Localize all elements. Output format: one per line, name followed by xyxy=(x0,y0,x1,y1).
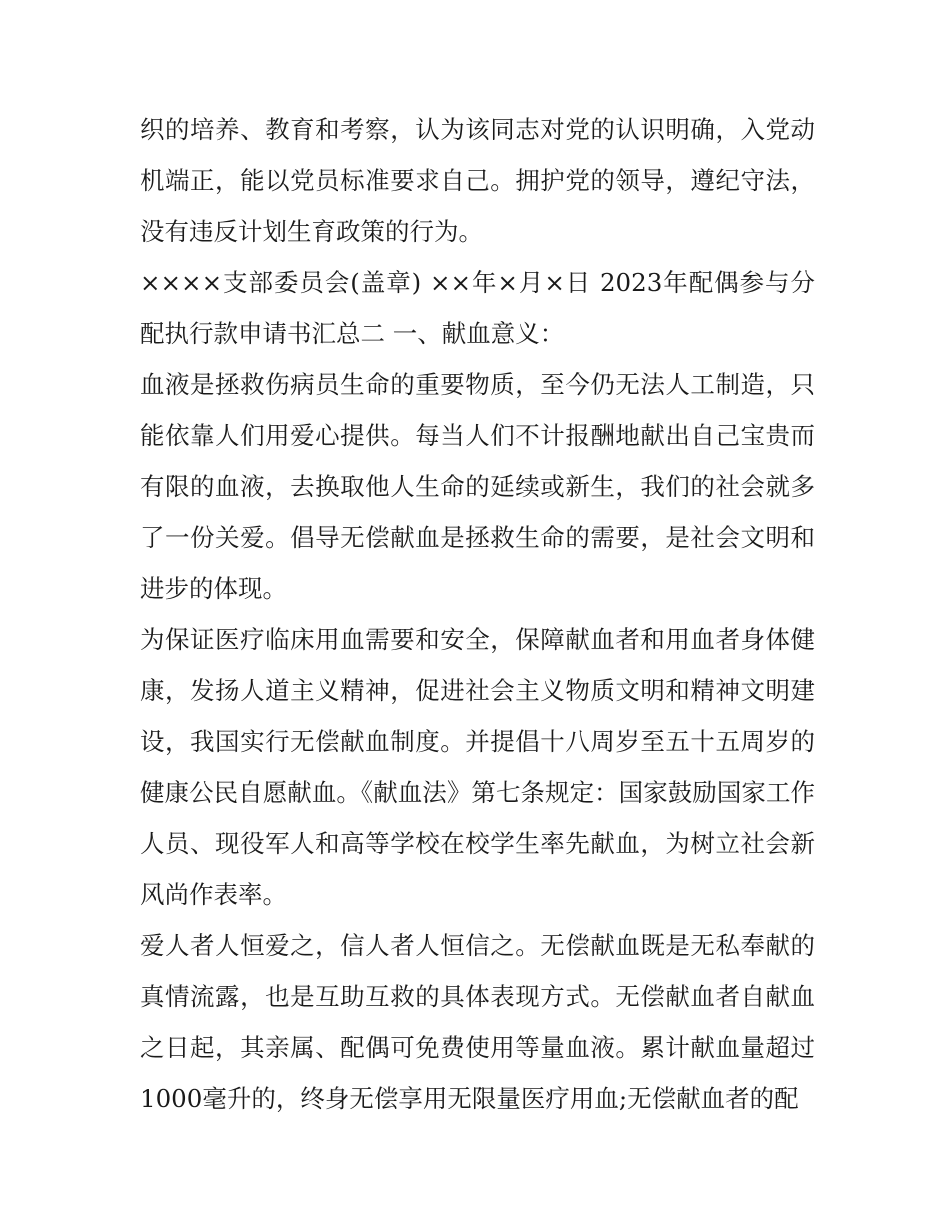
paragraph-committee-seal: ××××支部委员会(盖章) ××年×月×日 2023年配偶参与分配执行款申请书汇总二 一、献血意义： xyxy=(140,268,815,348)
document-body xyxy=(140,104,815,1124)
paragraph-blood-system: 为保证医疗临床用血需要和安全，保障献血者和用血者身体健康，发扬人道主义精神，促进社会主义物质文明和精神文明建设，我国实行无偿献血制度。并提倡十八周岁至五十五周岁的健康公民自愿献血。《献血法》第七条规定：国家鼓励国家工作人员、现役军人和高等学校在校学生率先献血，为树立社会新风尚作表率。 xyxy=(140,625,815,909)
paragraph-blood-importance: 血液是拯救伤病员生命的重要物质，至今仍无法人工制造，只能依靠人们用爱心提供。每当人们不计报酬地献出自己宝贵而有限的血液，去换取他人生命的延续或新生，我们的社会就多了一份关爱。倡导无偿献血是拯救生命的需要，是社会文明和进步的体现。 xyxy=(140,370,815,603)
paragraph-blood-benefits: 爱人者人恒爱之，信人者人恒信之。无偿献血既是无私奉献的真情流露，也是互助互救的具体表现方式。无偿献血者自献血之日起，其亲属、配偶可免费使用等量血液。累计献血量超过1000毫升的，终身无偿享用无限量医疗用血;无偿献血者的配 xyxy=(140,931,815,1113)
paragraph-party-assessment: 织的培养、教育和考察，认为该同志对党的认识明确，入党动机端正，能以党员标准要求自己。拥护党的领导，遵纪守法，没有违反计划生育政策的行为。 xyxy=(140,115,815,246)
